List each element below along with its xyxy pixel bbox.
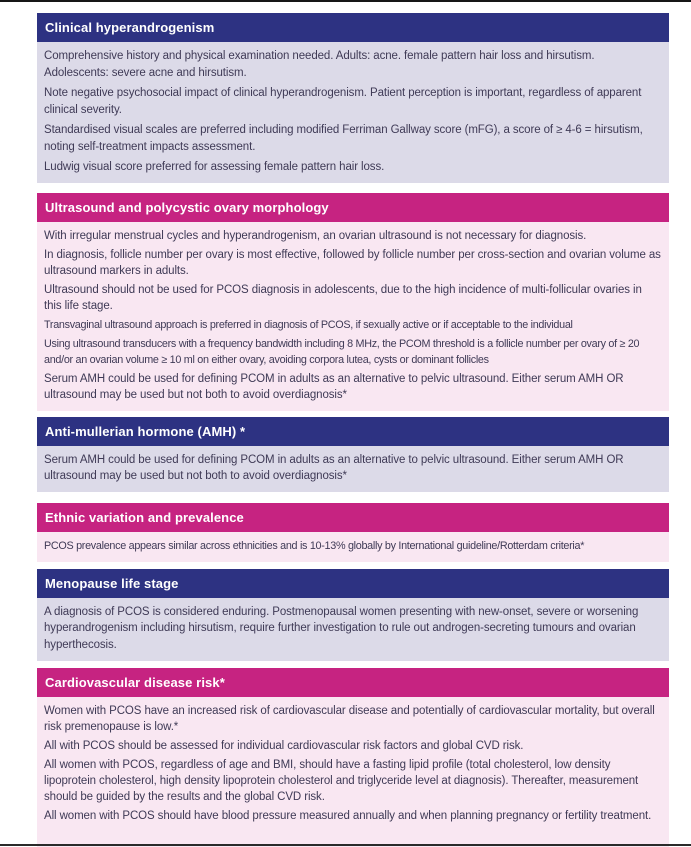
body-paragraph: Ludwig visual score preferred for assessing female pattern hair loss. — [44, 161, 385, 173]
bottom-page-rule — [0, 844, 691, 846]
body-paragraph: Serum AMH could be used for defining PCOM in adults as an alternative to pelvic ultrasound. Either serum AMH OR ultrasound may be used but not both to avoid overdiagnosis* — [44, 372, 624, 401]
section-header: Menopause life stage — [37, 569, 669, 598]
section-body — [37, 532, 669, 562]
section-header: Ultrasound and polycystic ovary morphology — [37, 193, 669, 222]
body-paragraph: Comprehensive history and physical examination needed. Adults: acne. female pattern hair loss and hirsutism. Adolescents: severe acne and hirsutism. — [44, 50, 595, 79]
body-paragraph: Ultrasound should not be used for PCOS diagnosis in adolescents, due to the high incidence of multi-follicular ovaries in this life stage. — [44, 283, 642, 312]
section-body — [37, 42, 669, 183]
body-paragraph: Standardised visual scales are preferred including modified Ferriman Gallway score (mFG), a score of ≥ 4-6 = hirsutism, noting self-treatment impacts assessment. — [44, 124, 643, 153]
top-page-rule — [0, 0, 691, 2]
section-cardiovascular-risk — [37, 668, 669, 847]
section-menopause — [37, 569, 669, 661]
section-header: Clinical hyperandrogenism — [37, 13, 669, 42]
body-paragraph: All with PCOS should be assessed for individual cardiovascular risk factors and global CVD risk. — [44, 739, 524, 752]
content-column — [37, 13, 669, 847]
section-body — [37, 697, 669, 847]
section-header: Anti-mullerian hormone (AMH) * — [37, 417, 669, 446]
body-paragraph: Women with PCOS have an increased risk of cardiovascular disease and potentially of cardiovascular mortality, but overall risk premenopause is low.* — [44, 704, 655, 733]
body-paragraph: PCOS prevalence appears similar across ethnicities and is 10-13% globally by International guideline/Rotterdam criteria* — [44, 539, 585, 552]
section-header: Ethnic variation and prevalence — [37, 503, 669, 532]
section-clinical-hyperandrogenism — [37, 13, 669, 183]
body-paragraph: Using ultrasound transducers with a frequency bandwidth including 8 MHz, the PCOM threshold is a follicle number per ovary of ≥ 20 and/or an ovarian volume ≥ 10 ml on either ovary, avoiding corpora lutea, cysts or dominant follicles — [44, 337, 640, 366]
body-paragraph: Note negative psychosocial impact of clinical hyperandrogenism. Patient perception is important, regardless of apparent clinical severity. — [44, 87, 642, 116]
section-ultrasound-pcom — [37, 193, 669, 411]
body-paragraph: With irregular menstrual cycles and hyperandrogenism, an ovarian ultrasound is not necessary for diagnosis. — [44, 229, 587, 242]
body-paragraph: In diagnosis, follicle number per ovary is most effective, followed by follicle number per cross-section and ovarian volume as ultrasound markers in adults. — [44, 248, 661, 277]
section-header: Cardiovascular disease risk* — [37, 668, 669, 697]
body-paragraph: All women with PCOS should have blood pressure measured annually and when planning pregnancy or fertility treatment. — [44, 809, 652, 822]
section-ethnic-variation — [37, 503, 669, 562]
body-paragraph: Transvaginal ultrasound approach is preferred in diagnosis of PCOS, if sexually active or if acceptable to the individual — [44, 318, 573, 331]
body-paragraph: All women with PCOS, regardless of age and BMI, should have a fasting lipid profile (total cholesterol, low density lipoprotein cholesterol, high density lipoprotein cholesterol and triglyceride level at diagnosis). Thereafter, measurement should be guided by the results and the global CVD risk. — [44, 758, 639, 803]
section-body — [37, 598, 669, 661]
body-paragraph: A diagnosis of PCOS is considered enduring. Postmenopausal women presenting with new-onset, severe or worsening hyperandrogenism including hirsutism, require further investigation to rule out androgen-secreting tumours and ovarian hyperthecosis. — [44, 605, 639, 651]
section-body — [37, 222, 669, 411]
body-paragraph: Serum AMH could be used for defining PCOM in adults as an alternative to pelvic ultrasound. Either serum AMH OR ultrasound may be used but not both to avoid overdiagnosis* — [44, 453, 624, 482]
section-amh — [37, 417, 669, 492]
section-body — [37, 446, 669, 492]
